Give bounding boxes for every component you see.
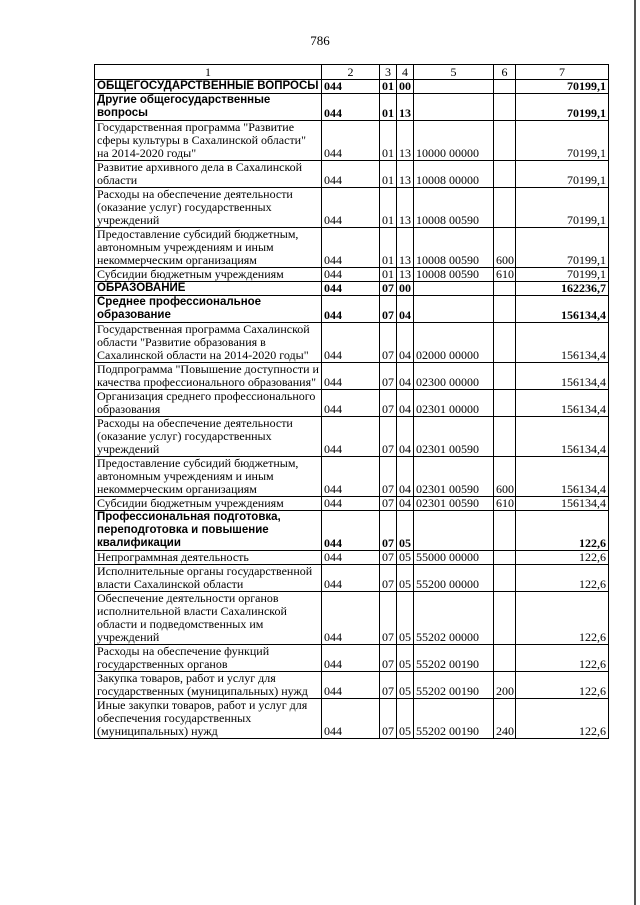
table-row	[95, 497, 609, 511]
row-expense-type	[494, 511, 516, 551]
row-expense-type: 610	[494, 497, 516, 511]
row-name: Расходы на обеспечение деятельности (оказание услуг) государственных учреждений	[95, 188, 322, 228]
row-admin-code: 044	[322, 228, 380, 268]
row-section: 07	[380, 565, 397, 592]
table-body	[95, 65, 609, 739]
row-expense-type	[494, 161, 516, 188]
row-admin-code: 044	[322, 188, 380, 228]
row-section: 01	[380, 161, 397, 188]
row-target-article: 10008 00590	[414, 268, 494, 282]
row-admin-code: 044	[322, 497, 380, 511]
row-amount: 122,6	[516, 592, 609, 645]
row-expense-type	[494, 565, 516, 592]
table-row	[95, 592, 609, 645]
row-expense-type	[494, 363, 516, 390]
table-row	[95, 323, 609, 363]
row-name: Подпрограмма "Повышение доступности и качества профессионального образования"	[95, 363, 322, 390]
row-subsection: 04	[397, 323, 414, 363]
table-row	[95, 296, 609, 323]
row-name: Развитие архивного дела в Сахалинской области	[95, 161, 322, 188]
row-admin-code: 044	[322, 390, 380, 417]
row-section: 07	[380, 645, 397, 672]
row-section: 07	[380, 390, 397, 417]
table-row	[95, 161, 609, 188]
row-admin-code: 044	[322, 592, 380, 645]
row-target-article: 10000 00000	[414, 121, 494, 161]
row-subsection: 04	[397, 417, 414, 457]
row-section: 07	[380, 551, 397, 565]
row-target-article: 55200 00000	[414, 565, 494, 592]
row-name: Исполнительные органы государственной власти Сахалинской области	[95, 565, 322, 592]
row-section: 07	[380, 296, 397, 323]
row-target-article: 10008 00000	[414, 161, 494, 188]
row-admin-code: 044	[322, 565, 380, 592]
row-expense-type	[494, 551, 516, 565]
row-section: 01	[380, 121, 397, 161]
row-subsection: 05	[397, 551, 414, 565]
row-amount: 70199,1	[516, 188, 609, 228]
row-name: Организация среднего профессионального образования	[95, 390, 322, 417]
row-amount: 122,6	[516, 672, 609, 699]
header-col-7: 7	[516, 65, 609, 80]
row-subsection: 04	[397, 457, 414, 497]
row-subsection: 13	[397, 121, 414, 161]
row-section: 07	[380, 497, 397, 511]
row-amount: 70199,1	[516, 121, 609, 161]
table-row	[95, 268, 609, 282]
row-name: Государственная программа Сахалинской области "Развитие образования в Сахалинской области на 2014-2020 годы"	[95, 323, 322, 363]
row-admin-code: 044	[322, 268, 380, 282]
row-amount: 122,6	[516, 645, 609, 672]
row-subsection: 05	[397, 511, 414, 551]
row-admin-code: 044	[322, 363, 380, 390]
row-admin-code: 044	[322, 457, 380, 497]
row-admin-code: 044	[322, 121, 380, 161]
row-subsection: 04	[397, 296, 414, 323]
row-section: 01	[380, 80, 397, 94]
row-subsection: 05	[397, 699, 414, 739]
table-row	[95, 228, 609, 268]
row-section: 07	[380, 282, 397, 296]
header-col-1: 1	[95, 65, 322, 80]
row-name: ОБЩЕГОСУДАРСТВЕННЫЕ ВОПРОСЫ	[95, 80, 322, 94]
row-section: 07	[380, 672, 397, 699]
row-target-article	[414, 511, 494, 551]
row-expense-type	[494, 121, 516, 161]
row-target-article: 10008 00590	[414, 188, 494, 228]
page-number: 786	[310, 33, 330, 48]
row-name: Обеспечение деятельности органов исполнительной власти Сахалинской области и подведомственных им учреждений	[95, 592, 322, 645]
table-row	[95, 390, 609, 417]
row-amount: 156134,4	[516, 417, 609, 457]
header-col-6: 6	[494, 65, 516, 80]
header-row	[95, 65, 609, 80]
row-subsection: 05	[397, 565, 414, 592]
row-subsection: 04	[397, 363, 414, 390]
row-amount: 70199,1	[516, 268, 609, 282]
row-amount: 122,6	[516, 511, 609, 551]
row-admin-code: 044	[322, 699, 380, 739]
row-expense-type: 610	[494, 268, 516, 282]
table-row	[95, 565, 609, 592]
row-section: 07	[380, 699, 397, 739]
row-target-article	[414, 80, 494, 94]
row-section: 01	[380, 228, 397, 268]
table-row	[95, 511, 609, 551]
row-name: Предоставление субсидий бюджетным, автономным учреждениям и иным некоммерческим организациям	[95, 228, 322, 268]
row-section: 07	[380, 592, 397, 645]
header-col-5: 5	[414, 65, 494, 80]
row-target-article: 02301 00590	[414, 417, 494, 457]
row-target-article: 10008 00590	[414, 228, 494, 268]
row-amount: 122,6	[516, 551, 609, 565]
row-target-article	[414, 282, 494, 296]
row-name: Расходы на обеспечение функций государственных органов	[95, 645, 322, 672]
row-target-article: 02300 00000	[414, 363, 494, 390]
row-amount: 70199,1	[516, 161, 609, 188]
row-admin-code: 044	[322, 417, 380, 457]
row-name: Расходы на обеспечение деятельности (оказание услуг) государственных учреждений	[95, 417, 322, 457]
row-section: 07	[380, 363, 397, 390]
row-section: 01	[380, 268, 397, 282]
scan-edge-line	[634, 0, 636, 905]
row-target-article: 02301 00000	[414, 390, 494, 417]
row-name: Предоставление субсидий бюджетным, автономным учреждениям и иным некоммерческим организациям	[95, 457, 322, 497]
row-expense-type: 200	[494, 672, 516, 699]
row-expense-type	[494, 417, 516, 457]
row-target-article: 55202 00190	[414, 699, 494, 739]
row-name: Закупка товаров, работ и услуг для государственных (муниципальных) нужд	[95, 672, 322, 699]
row-expense-type	[494, 323, 516, 363]
table-row	[95, 699, 609, 739]
row-expense-type	[494, 645, 516, 672]
table-row	[95, 121, 609, 161]
row-admin-code: 044	[322, 511, 380, 551]
row-admin-code: 044	[322, 323, 380, 363]
row-subsection: 05	[397, 645, 414, 672]
row-subsection: 13	[397, 161, 414, 188]
table-row	[95, 457, 609, 497]
table-row	[95, 672, 609, 699]
row-section: 07	[380, 457, 397, 497]
row-target-article	[414, 296, 494, 323]
row-amount: 122,6	[516, 565, 609, 592]
row-subsection: 13	[397, 94, 414, 121]
row-admin-code: 044	[322, 645, 380, 672]
row-amount: 162236,7	[516, 282, 609, 296]
row-subsection: 04	[397, 390, 414, 417]
row-amount: 70199,1	[516, 228, 609, 268]
row-subsection: 05	[397, 672, 414, 699]
row-amount: 156134,4	[516, 363, 609, 390]
row-expense-type	[494, 592, 516, 645]
table-row	[95, 282, 609, 296]
row-amount: 156134,4	[516, 296, 609, 323]
row-section: 07	[380, 323, 397, 363]
row-admin-code: 044	[322, 551, 380, 565]
row-subsection: 00	[397, 80, 414, 94]
row-expense-type	[494, 296, 516, 323]
row-target-article: 55202 00190	[414, 645, 494, 672]
row-name: Субсидии бюджетным учреждениям	[95, 268, 322, 282]
row-admin-code: 044	[322, 296, 380, 323]
row-target-article: 55202 00190	[414, 672, 494, 699]
row-target-article: 02301 00590	[414, 457, 494, 497]
row-amount: 156134,4	[516, 390, 609, 417]
row-name: Иные закупки товаров, работ и услуг для обеспечения государственных (муниципальных) нужд	[95, 699, 322, 739]
row-subsection: 00	[397, 282, 414, 296]
row-admin-code: 044	[322, 282, 380, 296]
row-name: Другие общегосударственные вопросы	[95, 94, 322, 121]
row-target-article: 02000 00000	[414, 323, 494, 363]
row-admin-code: 044	[322, 161, 380, 188]
row-admin-code: 044	[322, 80, 380, 94]
row-subsection: 13	[397, 188, 414, 228]
row-admin-code: 044	[322, 94, 380, 121]
row-name: Непрограммная деятельность	[95, 551, 322, 565]
row-target-article	[414, 94, 494, 121]
row-target-article: 55202 00000	[414, 592, 494, 645]
row-section: 07	[380, 511, 397, 551]
row-target-article: 02301 00590	[414, 497, 494, 511]
row-amount: 156134,4	[516, 497, 609, 511]
row-name: ОБРАЗОВАНИЕ	[95, 282, 322, 296]
row-subsection: 13	[397, 228, 414, 268]
row-name: Субсидии бюджетным учреждениям	[95, 497, 322, 511]
row-admin-code: 044	[322, 672, 380, 699]
row-name: Государственная программа "Развитие сферы культуры в Сахалинской области" на 2014-2020 годы"	[95, 121, 322, 161]
row-amount: 122,6	[516, 699, 609, 739]
row-section: 01	[380, 94, 397, 121]
header-col-3: 3	[380, 65, 397, 80]
row-expense-type	[494, 94, 516, 121]
table-row	[95, 188, 609, 228]
row-expense-type	[494, 282, 516, 296]
row-expense-type	[494, 188, 516, 228]
table-row	[95, 417, 609, 457]
row-section: 01	[380, 188, 397, 228]
row-expense-type: 240	[494, 699, 516, 739]
header-col-2: 2	[322, 65, 380, 80]
budget-table	[94, 64, 609, 739]
table-row	[95, 645, 609, 672]
row-amount: 156134,4	[516, 323, 609, 363]
row-expense-type	[494, 80, 516, 94]
table-row	[95, 94, 609, 121]
row-name: Среднее профессиональное образование	[95, 296, 322, 323]
row-amount: 70199,1	[516, 80, 609, 94]
row-expense-type	[494, 390, 516, 417]
row-subsection: 13	[397, 268, 414, 282]
row-name: Профессиональная подготовка, переподготовка и повышение квалификации	[95, 511, 322, 551]
table-row	[95, 551, 609, 565]
table-row	[95, 80, 609, 94]
row-target-article: 55000 00000	[414, 551, 494, 565]
row-amount: 156134,4	[516, 457, 609, 497]
row-expense-type: 600	[494, 228, 516, 268]
row-subsection: 05	[397, 592, 414, 645]
row-expense-type: 600	[494, 457, 516, 497]
header-col-4: 4	[397, 65, 414, 80]
row-subsection: 04	[397, 497, 414, 511]
row-amount: 70199,1	[516, 94, 609, 121]
row-section: 07	[380, 417, 397, 457]
table-row	[95, 363, 609, 390]
